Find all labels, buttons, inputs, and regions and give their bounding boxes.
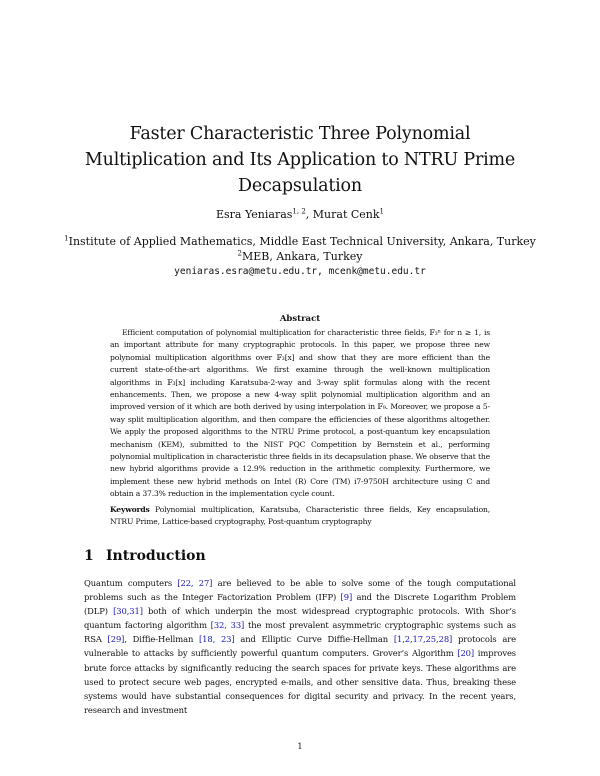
keywords-text: Polynomial multiplication, Karatsuba, Characteristic three fields, Key encapsulation, NTRU Prime, Lattice-based cryptography, Post-quantum cryptography [110, 505, 491, 527]
section-title: Introduction [106, 548, 206, 564]
intro-text-3: and the Discrete Logarithm Problem (DLP) [84, 592, 516, 617]
citation-link[interactable]: [1,2,17,25,28] [393, 634, 453, 645]
intro-text-5: the most prevalent asymmetric cryptographic systems such as RSA [84, 620, 516, 645]
introduction-paragraph [84, 576, 516, 717]
intro-text-9: improves brute force attacks by significantly reducing the search spaces for private keys. These algorithms are used to protect secure web pages, encrypted e-mails, and other sensitive data. Thus, breaking these systems would have substantial consequences for digital security and privacy. In the recent years, research and investment [84, 648, 517, 715]
citation-link[interactable]: [18, 23] [199, 634, 235, 645]
intro-text-6: , Diffie-Hellman [124, 634, 200, 645]
intro-text-2: are believed to be able to solve some of the tough computational problems such as the Integer Factorization Problem (IFP) [84, 578, 517, 603]
title-line-3: Decapsulation [238, 176, 362, 196]
abstract-heading: Abstract [279, 314, 321, 324]
author-1-affil-marks: 1, 2 [292, 207, 306, 216]
intro-text-4: both of which underpin the most widespread cryptographic protocols. With Shor’s quantum factoring algorithm [84, 606, 516, 631]
citation-link[interactable]: [9] [340, 592, 353, 603]
intro-text-8: protocols are vulnerable to attacks by sufficiently powerful quantum computers. Grover’s Algorithm [84, 634, 517, 659]
section-number: 1 [84, 548, 94, 564]
intro-text-7: and Elliptic Curve Diffie-Hellman [234, 634, 394, 645]
citation-link[interactable]: [32, 33] [210, 620, 245, 631]
title-line-1: Faster Characteristic Three Polynomial [129, 124, 471, 144]
page-number: 1 [297, 742, 303, 752]
affiliation-2-text: MEB, Ankara, Turkey [241, 250, 363, 263]
author-1-name: Esra Yeniaras [215, 208, 293, 221]
title-line-2: Multiplication and Its Application to NTRU Prime [84, 150, 516, 170]
author-2-name: Murat Cenk [312, 208, 380, 221]
affiliation-1-text: Institute of Applied Mathematics, Middle East Technical University, Ankara, Turkey [68, 235, 536, 248]
author-emails: yeniaras.esra@metu.edu.tr, mcenk@metu.edu.tr [174, 266, 426, 277]
paper-title [60, 121, 540, 199]
citation-link[interactable]: [30,31] [113, 606, 143, 617]
affiliation-2-mark: 2 [237, 249, 242, 258]
affiliation-1 [40, 234, 560, 249]
affiliations [40, 234, 560, 279]
citation-link[interactable]: [20] [457, 648, 475, 659]
author-list [60, 208, 540, 222]
author-separator: , [305, 208, 313, 221]
keywords-label: Keywords [110, 505, 150, 514]
abstract-text: Efficient computation of polynomial multiplication for characteristic three fields, 𝔽₃ⁿ for n ≥ 1, is an important attribute for many cryptographic protocols. In this paper, we propose three new polynomial multiplication algorithms over 𝔽₃[x] and show that they are more efficient than the current state-of-the-art algorithms. We first examine through the well-known multiplication algorithms in 𝔽₃[x] including Karatsuba-2-way and 3-way split formulas along with the recent enhancements. Then, we propose a new 4-way split polynomial multiplication algorithm and an improved version of it which are both derived by using interpolation in 𝔽₉. Moreover, we propose a 5-way split multiplication algorithm, and then compare the efficiencies of these algorithms altogether. We apply the proposed algorithms to the NTRU Prime protocol, a post-quantum key encapsulation mechanism (KEM), submitted to the NIST PQC Competition by Bernstein et al., performing polynomial multiplication in characteristic three fields in its decapsulation phase. We observe that the new hybrid algorithms provide a 12.9% reduction in the arithmetic complexity. Furthermore, we implement these new hybrid methods on Intel (R) Core (TM) i7-9750H architecture using C and obtain a 37.3% reduction in the implementation cycle count. [110, 328, 490, 499]
author-2-affil-marks: 1 [379, 207, 385, 216]
citation-link[interactable]: [22, 27] [177, 578, 213, 588]
affiliation-2 [40, 249, 560, 264]
intro-text-1: Quantum computers [84, 578, 178, 588]
citation-link[interactable]: [29] [107, 634, 125, 645]
section-heading-introduction [84, 548, 206, 564]
keywords [110, 504, 490, 529]
affiliation-1-mark: 1 [64, 234, 69, 243]
